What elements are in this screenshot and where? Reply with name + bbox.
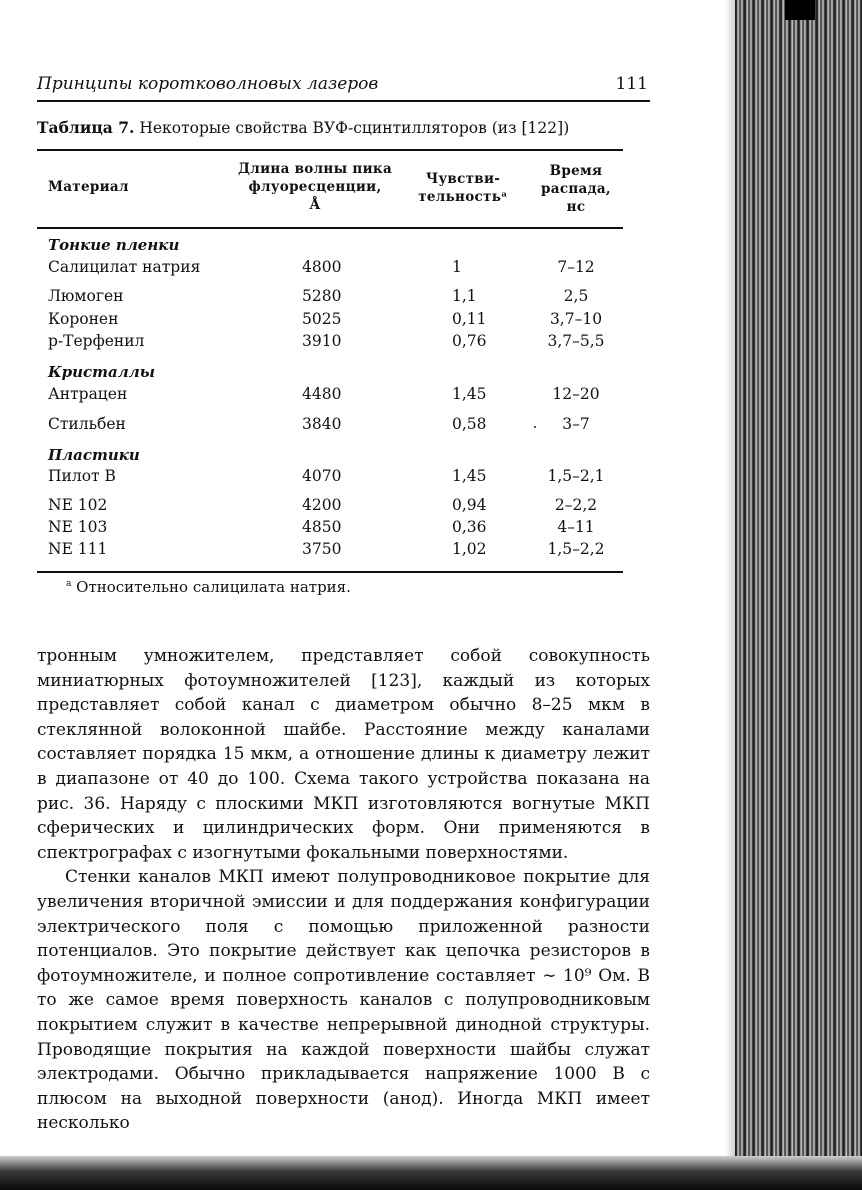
- col-header-sensitivity: Чувстви- тельностьᵃ: [418, 171, 508, 205]
- col-header-decay: Время распада, нс: [541, 163, 611, 215]
- col-header-wavelength: Длина волны пика флуоресценции, Å: [237, 161, 393, 213]
- table-row: NE 102 4200 0,94 2–2,2: [48, 496, 598, 514]
- table-row: Люмоген 5280 1,1 2,5: [48, 287, 589, 305]
- page-number: 111: [615, 74, 648, 94]
- table-row: NE 103 4850 0,36 4–11: [48, 518, 595, 536]
- footnote-text: Относительно салицилата натрия.: [76, 578, 351, 596]
- table-row: Коронен 5025 0,11 3,7–10: [48, 310, 603, 328]
- table-top-rule: [37, 149, 623, 151]
- table-caption-label: Таблица 7.: [37, 118, 135, 137]
- table-row: p-Терфенил 3910 0,76 3,7–5,5: [48, 332, 605, 350]
- body-text: [37, 644, 650, 1136]
- scan-speck: [534, 426, 536, 428]
- col-header-material: Материал: [48, 179, 129, 195]
- table-caption: [37, 118, 569, 137]
- section-crystals: Кристаллы: [48, 363, 155, 381]
- paragraph: тронным умножителем, представляет собой совокупность миниатюрных фотоумножителей [123], каждый из которых представляет собой канал с диаметром обычно 8–25 мкм в стеклянной волоконной шайбе. Расстояние между каналами составляет порядка 15 мкм, а отношение длины к диаметру лежит в диапазоне от 40 до 100. Схема такого устройства показана на рис. 36. Наряду с плоскими МКП изготовляются вогнутые МКП сферических и цилиндрических форм. Они применяются в спектрографах с изогнутыми фокальными поверхностями.: [37, 646, 650, 863]
- page-header: [37, 74, 650, 102]
- book-spine: [735, 0, 862, 1190]
- section-thin-films: Тонкие пленки: [48, 236, 180, 254]
- table-caption-text: Некоторые свойства ВУФ-сцинтилляторов (из [122]): [139, 119, 570, 137]
- paragraph: Стенки каналов МКП имеют полупроводниковое покрытие для увеличения вторичной эмиссии и для поддержания конфигурации электрического поля с помощью приложенной разности потенциалов. Это покрытие действует как цепочка резисторов в фотоумножителе, и полное сопротивление составляет ∼ 10⁹ Ом. В то же самое время поверхность каналов с полупроводниковым покрытием служит в качестве непрерывной динодной структуры. Проводящие покрытия на каждой поверхности шайбы служат электродами. Обычно прикладывается напряжение 1000 B с плюсом на выходной поверхности (анод). Иногда МКП имеет несколько: [37, 867, 650, 1134]
- scan-corner-mark: [785, 0, 815, 20]
- page-bottom-shadow: [0, 1156, 862, 1190]
- running-title: Принципы коротковолновых лазеров: [37, 74, 379, 94]
- table-footnote: [66, 578, 351, 596]
- table-row: Стильбен 3840 0,58 3–7: [48, 415, 590, 433]
- table-bottom-rule: [37, 571, 623, 573]
- table-row: Антрацен 4480 1,45 12–20: [48, 385, 600, 403]
- section-plastics: Пластики: [48, 446, 140, 464]
- table-row: NE 111 3750 1,02 1,5–2,2: [48, 540, 605, 558]
- table-row: Салицилат натрия 4800 1 7–12: [48, 258, 595, 276]
- table-header-rule: [37, 227, 623, 229]
- table-row: Пилот B 4070 1,45 1,5–2,1: [48, 467, 605, 485]
- footnote-mark: a: [66, 579, 72, 589]
